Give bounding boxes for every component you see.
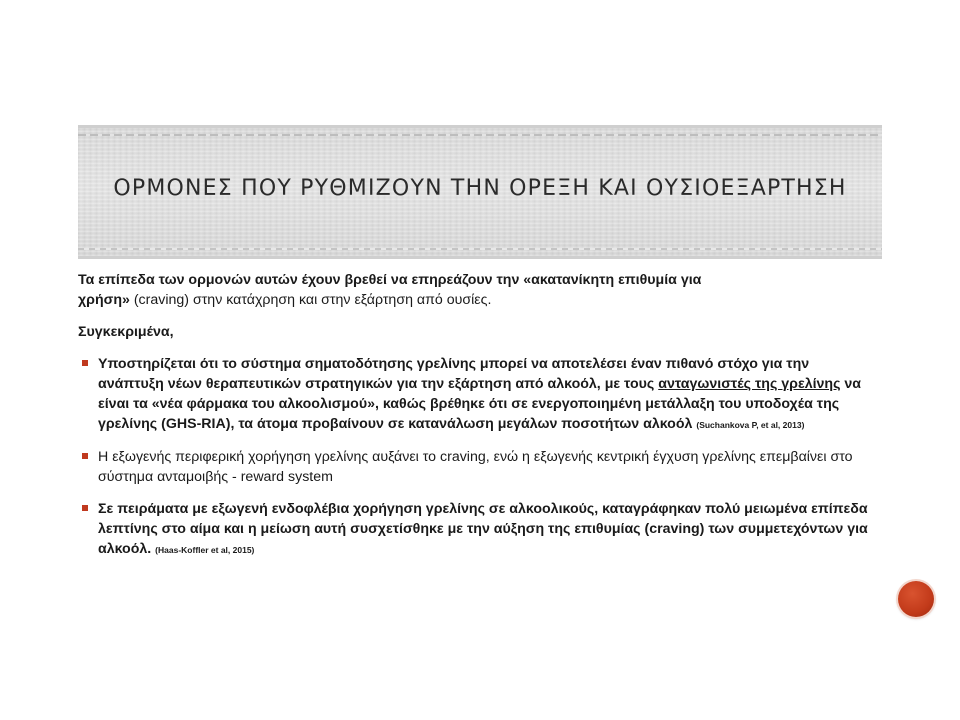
bullet-1-text-b: να είναι τα «νέα φάρμακα του αλκοολισμού», καθώς βρέθηκε ότι σε ενεργοποιημένη μετάλλαξη του υποδοχέα της γρελίνης (GHS-RIA), τα άτομα προβαίνουν σε κατανάλωση μεγάλων ποσοτήτων αλκοόλ: [98, 376, 862, 432]
intro-paragraph: [78, 270, 868, 310]
slide-content: [78, 270, 868, 572]
bullet-2-text: Η εξωγενής περιφερική χορήγηση γρελίνης αυξάνει το craving, ενώ η εξωγενής κεντρική έγχυση γρελίνης επεμβαίνει στο σύστημα ανταμοιβής - reward system: [98, 449, 853, 485]
bullet-1-underlined: ανταγωνιστές της γρελίνης: [658, 376, 841, 392]
bullet-1-text-a: Υποστηρίζεται ότι το σύστημα σηματοδότησης γρελίνης μπορεί να αποτελέσει έναν πιθανό στόχο για την ανάπτυξη νέων θεραπευτικών στρατηγικών για την εξάρτηση από αλκοόλ, με τους: [98, 356, 810, 392]
specifically-label: Συγκεκριμένα,: [78, 324, 174, 340]
slide-nav-button[interactable]: [898, 581, 934, 617]
slide-title: ΟΡΜΟΝΕΣ ΠΟΥ ΡΥΘΜΙΖΟΥΝ ΤΗΝ ΟΡΕΞΗ ΚΑΙ ΟΥΣΙΟΕΞΑΡΤΗΣΗ: [113, 176, 847, 201]
bullet-1-citation: (Suchankova P, et al, 2013): [696, 420, 805, 430]
bullet-marker-icon: [82, 453, 88, 459]
intro-line-1: Τα επίπεδα των ορμονών αυτών έχουν βρεθεί να επηρεάζουν την «ακατανίκητη επιθυμία για: [78, 272, 702, 288]
intro-line-2-rest: (craving) στην κατάχρηση και στην εξάρτηση από ουσίες.: [129, 292, 492, 308]
intro-line-2-bold: χρήση»: [78, 292, 130, 308]
bullet-3-citation: (Haas-Koffler et al, 2015): [155, 545, 255, 555]
bullet-marker-icon: [82, 360, 88, 366]
bullet-marker-icon: [82, 505, 88, 511]
title-band: [78, 125, 882, 259]
bullet-3-text: Σε πειράματα με εξωγενή ενδοφλέβια χορήγηση γρελίνης σε αλκοολικούς, καταγράφηκαν πολύ μειωμένα επίπεδα λεπτίνης στο αίμα και η μείωση αυτή συσχετίσθηκε με την αύξηση της επιθυμίας (craving) των συμμετεχόντων για αλκοόλ.: [98, 501, 868, 557]
bullet-item-1: [78, 354, 868, 435]
bullet-item-3: [78, 499, 868, 560]
bullet-item-2: [78, 447, 868, 487]
